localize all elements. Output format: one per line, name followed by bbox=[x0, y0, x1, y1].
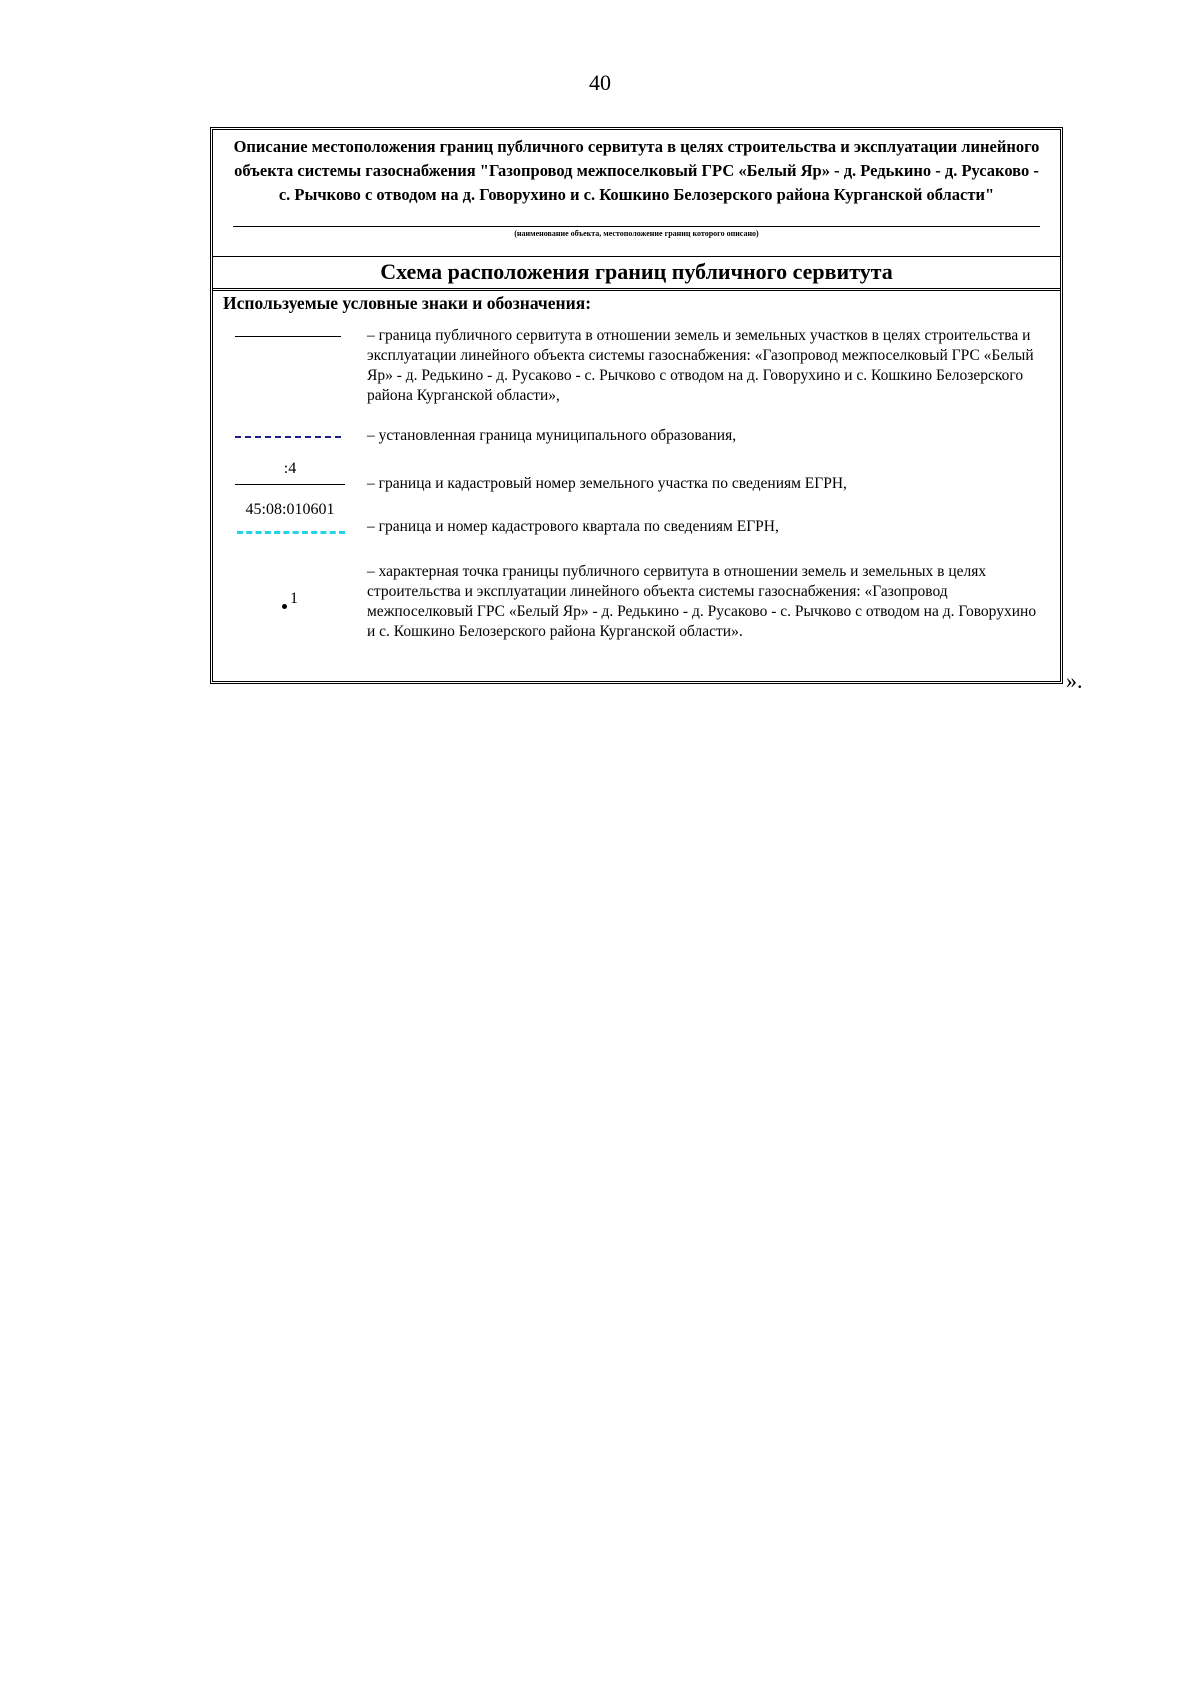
land-plot-label: :4 bbox=[283, 460, 297, 477]
navy-dash-dot-line-icon bbox=[235, 436, 341, 438]
document-frame bbox=[210, 127, 1063, 684]
legend-description: – граница публичного сервитута в отношении земель и земельных участков в целях строительства и эксплуатации линейного объекта системы газоснабжения: «Газопровод межпоселковый ГРС «Белый Яр» - д. Редькино - д. Русаково - с. Рычково с отводом на д. Говорухино и с. Кошкино Белозерского района Курганской области», bbox=[367, 327, 1034, 404]
title-underline bbox=[233, 226, 1040, 227]
title-caption: (наименование объекта, местоположение границ которого описано) bbox=[514, 229, 759, 238]
cadastral-quarter-label: 45:08:010601 bbox=[245, 501, 335, 518]
closing-quote: ». bbox=[1066, 668, 1083, 693]
solid-line-icon bbox=[235, 484, 345, 485]
legend-description: – установленная граница муниципального образования, bbox=[367, 427, 737, 444]
cyan-dashed-line-icon bbox=[237, 531, 345, 534]
point-icon bbox=[282, 604, 287, 609]
page-number: 40 bbox=[589, 70, 611, 95]
legend-description: – граница и номер кадастрового квартала по сведениям ЕГРН, bbox=[367, 518, 779, 535]
legend-heading: Используемые условные знаки и обозначения: bbox=[223, 293, 592, 313]
point-label: 1 bbox=[290, 590, 298, 607]
scheme-title: Схема расположения границ публичного сервитута bbox=[213, 256, 1060, 291]
legend-description: – характерная точка границы публичного сервитута в отношении земель и земельных в целях строительства и эксплуатации линейного объекта системы газоснабжения: «Газопровод межпоселковый ГРС «Белый Яр» - д. Редькино - д. Русаково - с. Рычково с отводом на д. Говорухино и с. Кошкино Белозерского района Курганской области». bbox=[367, 563, 1037, 640]
document-title: Описание местоположения границ публичного сервитута в целях строительства и эксплуатации линейного объекта системы газоснабжения "Газопровод межпоселковый ГРС «Белый Яр» - д. Редькино - д. Русаково - с. Рычково с отводом на д. Говорухино и с. Кошкино Белозерского района Курганской области" bbox=[233, 137, 1040, 204]
solid-line-icon bbox=[235, 336, 341, 337]
header-block bbox=[213, 130, 1060, 257]
legend-description: – граница и кадастровый номер земельного участка по сведениям ЕГРН, bbox=[367, 475, 847, 492]
